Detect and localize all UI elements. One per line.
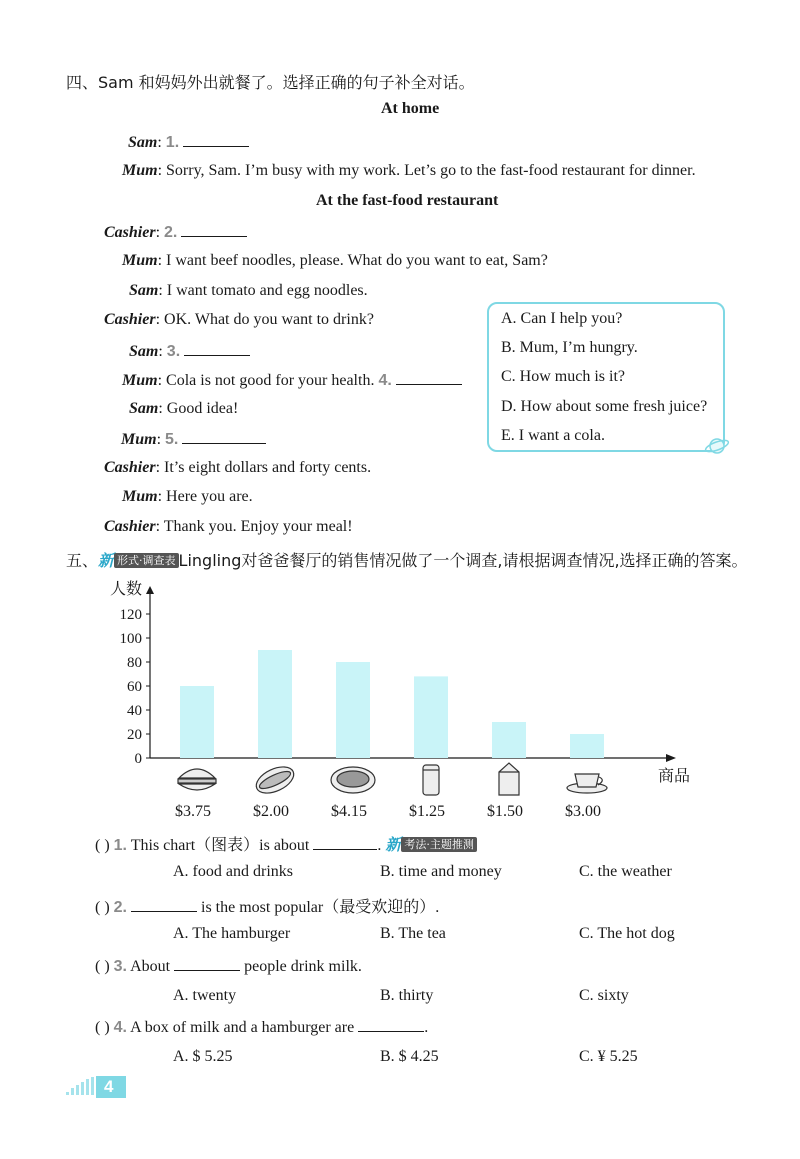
sales-bar-chart: [100, 576, 720, 826]
answer-blank[interactable]: [313, 835, 377, 850]
hot-dog-icon: [252, 762, 298, 799]
page-dots-icon: [66, 1076, 126, 1098]
chart-category-icons: [178, 762, 607, 799]
new-badge: 新: [98, 551, 115, 570]
question-number: 3.: [166, 343, 181, 360]
choice-4a[interactable]: A. $ 5.25: [173, 1048, 233, 1065]
x-axis-arrow: [666, 754, 676, 762]
y-tick-label: 80: [127, 655, 142, 671]
dialogue-line-3: Cashier: 2.: [104, 222, 247, 242]
chart-ticks: [120, 607, 151, 767]
price-label: $2.00: [253, 803, 289, 820]
y-axis-label: 人数: [110, 579, 143, 598]
dialogue-text: Thank you. Enjoy your meal!: [163, 518, 353, 535]
answer-blank[interactable]: [396, 370, 462, 385]
noodles-icon: [331, 767, 375, 793]
question-text: This chart（图表）is about: [130, 837, 310, 854]
question-text-end: people drink milk.: [244, 958, 362, 975]
price-label: $3.00: [565, 803, 601, 820]
choice-4c[interactable]: C. ¥ 5.25: [579, 1048, 638, 1065]
choice-1b[interactable]: B. time and money: [380, 863, 502, 880]
section4-title: 四、Sam 和妈妈外出就餐了。选择正确的句子补全对话。: [66, 73, 475, 92]
question-text: About: [130, 958, 171, 975]
option-d: D. How about some fresh juice?: [501, 398, 708, 415]
dialogue-line-5: Sam: I want tomato and egg noodles.: [129, 282, 368, 299]
x-axis-label: 商品: [658, 766, 691, 785]
y-tick-label: 120: [119, 607, 142, 623]
answer-blank[interactable]: [184, 341, 250, 356]
answer-paren[interactable]: ( ): [95, 1019, 110, 1036]
dialogue-line-10: Mum: 5.: [121, 429, 266, 449]
format-tag: 形式·调查表: [114, 553, 179, 568]
question-text: is the most popular（最受欢迎的）.: [201, 899, 440, 916]
answer-blank[interactable]: [358, 1017, 424, 1032]
speaker: Sam: [128, 134, 158, 151]
option-e: E. I want a cola.: [501, 427, 605, 444]
dialogue-line-11: Cashier: It’s eight dollars and forty cents.: [104, 459, 372, 476]
price-label: $1.50: [487, 803, 523, 820]
speaker: Sam: [129, 343, 159, 360]
section5-text: Lingling对爸爸餐厅的销售情况做了一个调查,请根据调查情况,选择正确的答案。: [178, 551, 748, 570]
bar-noodles: [336, 662, 370, 758]
dialogue-line-9: Sam: Good idea!: [129, 400, 239, 417]
option-a: A. Can I help you?: [501, 310, 623, 327]
choice-2b[interactable]: B. The tea: [380, 925, 446, 942]
speaker: Mum: [122, 162, 158, 179]
speaker: Mum: [122, 372, 158, 389]
bar-hot-dog: [258, 650, 292, 758]
y-tick-label: 100: [119, 631, 142, 647]
choice-2a[interactable]: A. The hamburger: [173, 925, 291, 942]
dialogue-line-6: Cashier: OK. What do you want to drink?: [104, 311, 374, 328]
answer-paren[interactable]: ( ): [95, 899, 110, 916]
choice-2c[interactable]: C. The hot dog: [579, 925, 675, 942]
question-number: 2.: [113, 899, 127, 916]
question-1: [95, 832, 477, 855]
scene-restaurant: At the fast-food restaurant: [316, 192, 499, 209]
answer-blank[interactable]: [181, 222, 247, 237]
speaker: Cashier: [104, 311, 156, 328]
new-badge: 新: [385, 835, 402, 854]
choice-4b[interactable]: B. $ 4.25: [380, 1048, 439, 1065]
question-number: 2.: [164, 224, 178, 241]
question-number: 1.: [165, 134, 180, 151]
question-number: 5.: [165, 431, 179, 448]
dialogue-line-12: Mum: Here you are.: [122, 488, 253, 505]
price-label: $3.75: [175, 803, 211, 820]
choice-3a[interactable]: A. twenty: [173, 987, 237, 1004]
answer-blank[interactable]: [131, 897, 197, 912]
dialogue-line-4: Mum: I want beef noodles, please. What do you want to eat, Sam?: [122, 252, 548, 269]
speaker: Mum: [122, 488, 158, 505]
dialogue-line-8: Mum: Cola is not good for your health. 4.: [122, 370, 462, 390]
question-text: A box of milk and a hamburger are: [130, 1019, 355, 1036]
y-tick-label: 0: [134, 751, 142, 767]
question-text-end: .: [377, 837, 382, 854]
y-tick-label: 60: [127, 679, 142, 695]
question-number: 4.: [113, 1019, 127, 1036]
bar-tea-cup: [570, 734, 604, 758]
dialogue-text: Cola is not good for your health.: [166, 372, 375, 389]
y-axis-arrow: [146, 586, 154, 594]
speaker: Cashier: [104, 224, 156, 241]
options-box: [487, 302, 725, 452]
section5-prefix: 五、: [66, 551, 99, 570]
dialogue-text: Here you are.: [166, 488, 253, 505]
speaker: Mum: [122, 252, 158, 269]
question-4: [95, 1017, 428, 1037]
answer-paren[interactable]: ( ): [95, 837, 110, 854]
bar-hamburger: [180, 686, 214, 758]
choice-1c[interactable]: C. the weather: [579, 863, 672, 880]
dialogue-text: Good idea!: [166, 400, 239, 417]
milk-box-icon: [499, 763, 519, 795]
y-tick-label: 20: [127, 727, 142, 743]
hamburger-icon: [178, 769, 216, 790]
answer-blank[interactable]: [182, 429, 266, 444]
question-number: 3.: [113, 958, 127, 975]
question-3: [95, 956, 362, 976]
page-number-badge: [66, 1076, 126, 1098]
price-label: $1.25: [409, 803, 445, 820]
section5-title: [66, 548, 748, 571]
dialogue-text: I want tomato and egg noodles.: [166, 282, 368, 299]
dialogue-line-1: Sam: 1.: [128, 132, 249, 152]
dialogue-text: OK. What do you want to drink?: [164, 311, 374, 328]
dialogue-text: It’s eight dollars and forty cents.: [164, 459, 372, 476]
question-2: [95, 894, 439, 917]
price-label: $4.15: [331, 803, 367, 820]
dialogue-text: I want beef noodles, please. What do you want to eat, Sam?: [166, 252, 548, 269]
bar-milk-box: [492, 722, 526, 758]
choice-3b[interactable]: B. thirty: [380, 987, 434, 1004]
question-number: 1.: [113, 837, 127, 854]
question-text-end: .: [424, 1019, 429, 1036]
page-number: 4: [104, 1077, 114, 1096]
dialogue-line-13: Cashier: Thank you. Enjoy your meal!: [104, 518, 353, 535]
dialogue-line-2: Mum: Sorry, Sam. I’m busy with my work. Let’s go to the fast-food restaurant for dinner.: [122, 162, 696, 179]
choice-3c[interactable]: C. sixty: [579, 987, 629, 1004]
chart-bars: [180, 650, 604, 758]
dialogue-text: Sorry, Sam. I’m busy with my work. Let’s go to the fast-food restaurant for dinner.: [166, 162, 696, 179]
option-b: B. Mum, I’m hungry.: [501, 339, 638, 356]
answer-paren[interactable]: ( ): [95, 958, 110, 975]
y-tick-label: 40: [127, 703, 142, 719]
scene-at-home: At home: [381, 100, 440, 117]
choice-1a[interactable]: A. food and drinks: [173, 863, 293, 880]
speaker: Sam: [129, 282, 159, 299]
option-c: C. How much is it?: [501, 368, 625, 385]
speaker: Mum: [121, 431, 157, 448]
planet-icon: [703, 434, 731, 458]
speaker: Cashier: [104, 459, 156, 476]
answer-blank[interactable]: [183, 132, 249, 147]
dialogue-line-7: Sam: 3.: [129, 341, 250, 361]
bar-cola-can: [414, 676, 448, 758]
speaker: Cashier: [104, 518, 156, 535]
question-number: 4.: [378, 372, 392, 389]
method-tag: 考法·主题推测: [401, 837, 477, 852]
answer-blank[interactable]: [174, 956, 240, 971]
tea-cup-icon: [567, 774, 607, 793]
cola-can-icon: [423, 765, 439, 795]
speaker: Sam: [129, 400, 159, 417]
